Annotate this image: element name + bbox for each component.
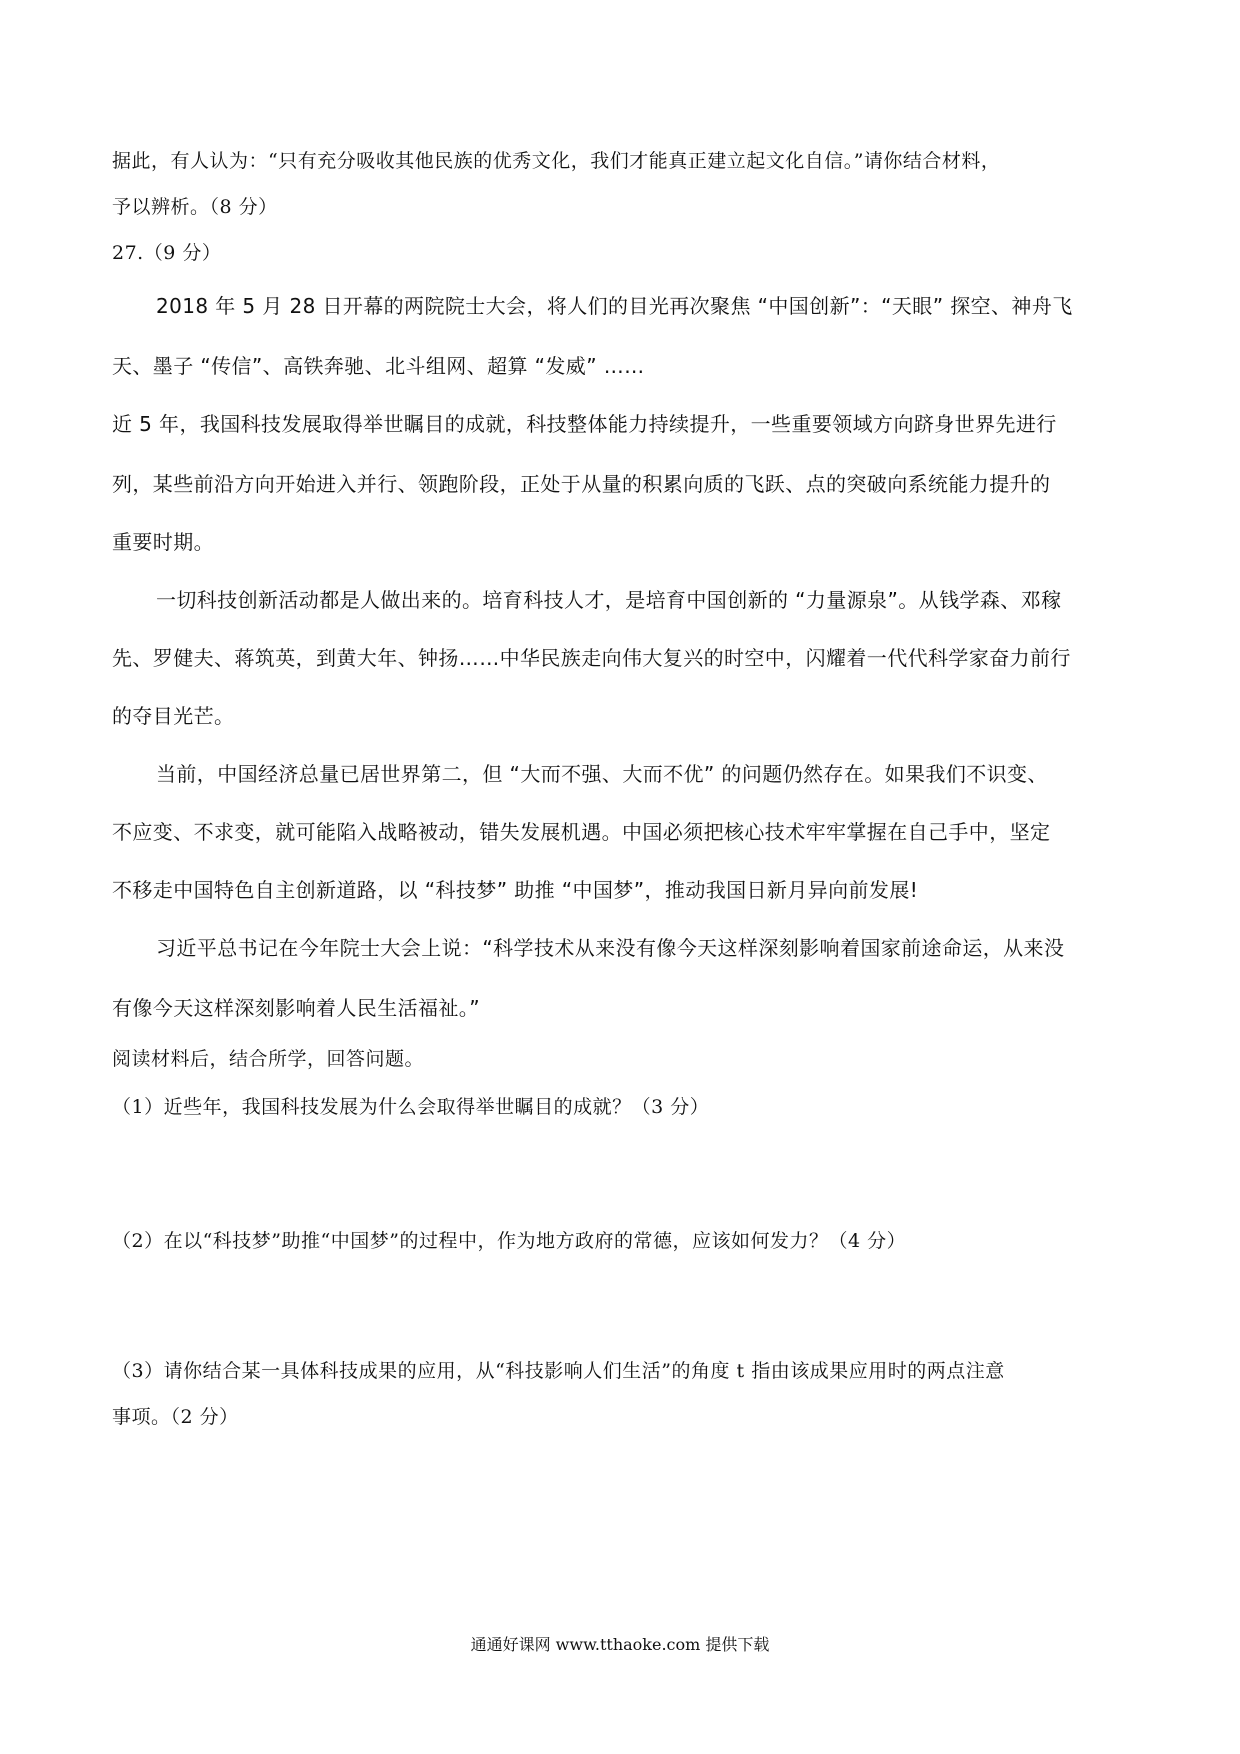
sub-question-1: （1）近些年，我国科技发展为什么会取得举世瞩目的成就？（3 分） — [112, 1096, 710, 1118]
sub-question-2: （2）在以“科技梦”助推“中国梦”的过程中，作为地方政府的常德，应该如何发力？（4 分） — [112, 1230, 907, 1252]
material-p3-line-3: 的夺目光芒。 — [112, 704, 235, 728]
instruction-text: 阅读材料后，结合所学，回答问题。 — [112, 1048, 425, 1070]
material-p3-line-1: 一切科技创新活动都是人做出来的。培育科技人才，是培育中国创新的 “力量源泉”。从钱学森、邓稼 — [156, 588, 1062, 612]
sub-question-3-line-2: 事项。（2 分） — [112, 1406, 239, 1428]
material-p4-line-1: 当前，中国经济总量已居世界第二，但 “大而不强、大而不优” 的问题仍然存在。如果我们不识变、 — [156, 762, 1048, 786]
footer-credit: 通通好课网 www.tthaoke.com 提供下载 — [470, 1635, 770, 1654]
material-p1-line-2: 天、墨子 “传信”、高铁奔驰、北斗组网、超算 “发威” …… — [112, 354, 645, 378]
material-p2-line-1: 近 5 年，我国科技发展取得举世瞩目的成就，科技整体能力持续提升，一些重要领域方向跻身世界先进行 — [112, 412, 1057, 436]
material-p2-line-2: 列，某些前沿方向开始进入并行、领跑阶段，正处于从量的积累向质的飞跃、点的突破向系统能力提升的 — [112, 472, 1051, 496]
prev-question-line-2: 予以辨析。（8 分） — [112, 196, 278, 218]
material-p4-line-3: 不移走中国特色自主创新道路，以 “科技梦” 助推 “中国梦”，推动我国日新月异向前发展! — [112, 878, 919, 902]
sub-question-3-line-1: （3）请你结合某一具体科技成果的应用，从“科技影响人们生活”的角度 t 指由该成果应用时的两点注意 — [112, 1360, 1005, 1382]
question-27-header: 27.（9 分） — [112, 242, 222, 264]
material-p3-line-2: 先、罗健夫、蒋筑英，到黄大年、钟扬……中华民族走向伟大复兴的时空中，闪耀着一代代科学家奋力前行 — [112, 646, 1071, 670]
material-p5-line-1: 习近平总书记在今年院士大会上说：“科学技术从来没有像今天这样深刻影响着国家前途命运，从来没 — [156, 936, 1065, 960]
material-p1-line-1: 2018 年 5 月 28 日开幕的两院院士大会，将人们的目光再次聚焦 “中国创新”：“天眼” 探空、神舟飞 — [156, 294, 1073, 318]
material-p4-line-2: 不应变、不求变，就可能陷入战略被动，错失发展机遇。中国必须把核心技术牢牢掌握在自己手中，坚定 — [112, 820, 1051, 844]
prev-question-line-1: 据此，有人认为：“只有充分吸收其他民族的优秀文化，我们才能真正建立起文化自信。”请你结合材料， — [112, 150, 1001, 172]
material-p5-line-2: 有像今天这样深刻影响着人民生活福祉。” — [112, 996, 480, 1020]
material-p2-line-3: 重要时期。 — [112, 530, 214, 554]
